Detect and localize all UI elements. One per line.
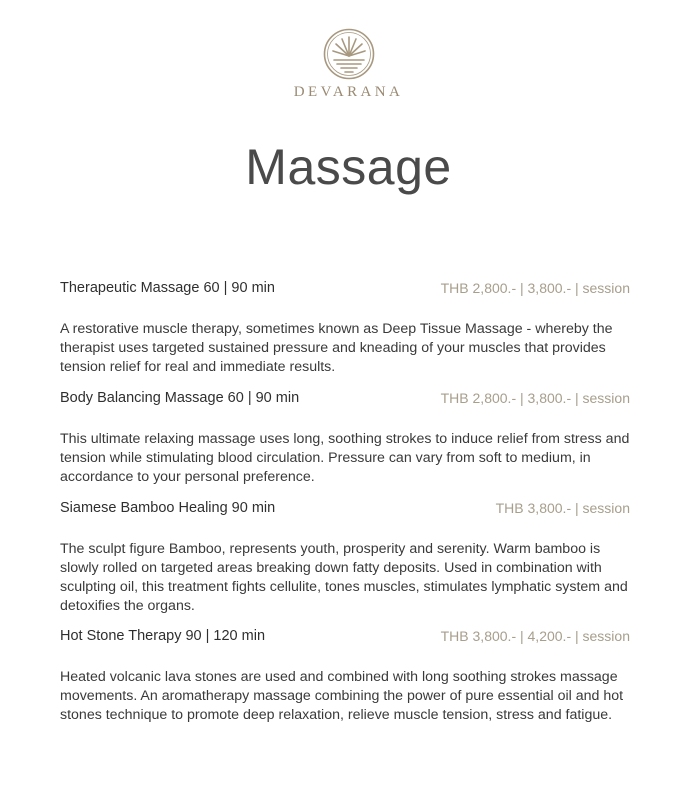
treatment-item bbox=[60, 628, 630, 725]
treatment-name: Siamese Bamboo Healing 90 min bbox=[60, 500, 276, 516]
treatment-description: This ultimate relaxing massage uses long, soothing strokes to induce relief from stress and tension while stimulating blood circulation. Pressure can vary from soft to medium, in accordance to your personal preference. bbox=[60, 431, 630, 485]
treatment-description: The sculpt figure Bamboo, represents youth, prosperity and serenity. Warm bamboo is slowly rolled on targeted areas breaking down fatty deposits. Used in combination with sculpting oil, this treatment fights cellulite, tones muscles, stimulates lymphatic system and detoxifies the organs. bbox=[60, 541, 628, 614]
brand-name: DEVARANA bbox=[293, 84, 404, 100]
treatment-price: THB 2,800.- | 3,800.- | session bbox=[440, 280, 630, 296]
treatment-item bbox=[60, 390, 630, 487]
treatment-name: Therapeutic Massage 60 | 90 min bbox=[60, 280, 275, 296]
treatment-description: Heated volcanic lava stones are used and combined with long soothing strokes massage movements. An aromatherapy massage combining the power of pure essential oil and hot stones technique to promote deep relaxation, relieve muscle tension, stress and fatigue. bbox=[60, 669, 624, 723]
treatment-price: THB 2,800.- | 3,800.- | session bbox=[440, 390, 630, 406]
treatment-price: THB 3,800.- | session bbox=[495, 500, 630, 516]
treatment-name: Body Balancing Massage 60 | 90 min bbox=[60, 390, 300, 406]
header bbox=[0, 28, 697, 101]
treatment-item bbox=[60, 500, 630, 616]
treatment-item bbox=[60, 280, 630, 377]
page-title: Massage bbox=[245, 139, 452, 195]
devarana-logo-icon bbox=[323, 28, 375, 80]
treatment-price: THB 3,800.- | 4,200.- | session bbox=[440, 628, 630, 644]
treatment-description: A restorative muscle therapy, sometimes known as Deep Tissue Massage - whereby the therapist uses targeted sustained pressure and kneading of your muscles that provides tension relief for real and immediate results. bbox=[60, 321, 613, 375]
treatment-name: Hot Stone Therapy 90 | 120 min bbox=[60, 628, 266, 644]
